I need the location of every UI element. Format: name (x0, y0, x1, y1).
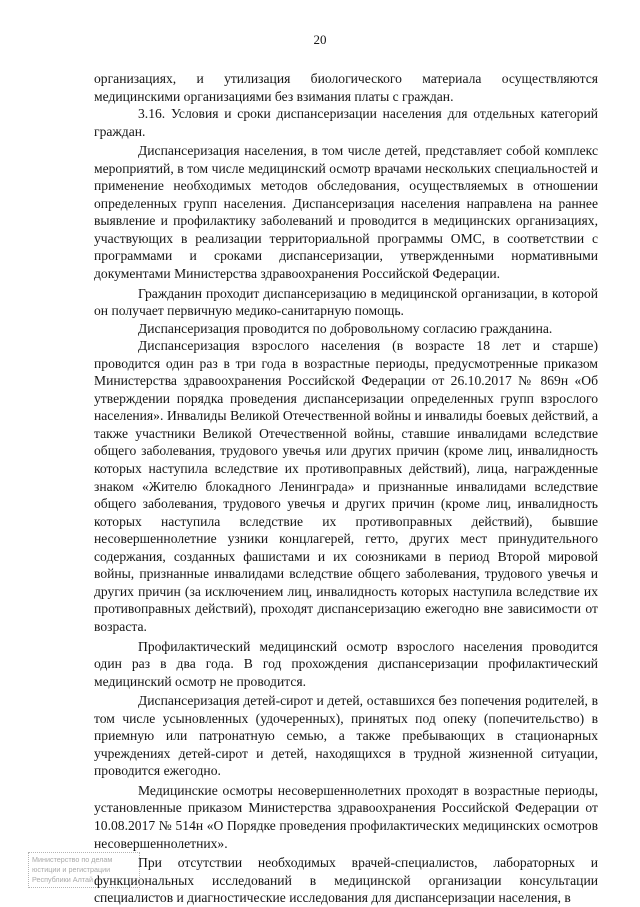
paragraph: Диспансеризация проводится по добровольному согласию гражданина. (138, 320, 553, 336)
stamp-line: Министерство по делам (32, 855, 113, 864)
section-heading: 3.16. Условия и сроки диспансеризации населения для отдельных категорий граждан. (94, 106, 598, 139)
page-number: 20 (313, 32, 327, 47)
paragraph: При отсутствии необходимых врачей-специалистов, лабораторных и функциональных исследований в медицинской организации консультации специалистов и диагностические исследования для диспансеризации населения, в (94, 855, 598, 906)
registration-stamp (28, 852, 140, 888)
paragraph: Медицинские осмотры несовершеннолетних проходят в возрастные периоды, установленные приказом Министерства здравоохранения Российской Федерации от 10.08.2017 № 514н «О Порядке проведения профилактических медицинских осмотров несовершеннолетних». (94, 782, 598, 851)
paragraph: Профилактический медицинский осмотр взрослого населения проводится один раз в два года. В год прохождения диспансеризации профилактический медицинский осмотр не проводится. (94, 638, 598, 689)
paragraph: организациях, и утилизация биологического материала осуществляются медицинскими организациями без взимания платы с граждан. (94, 71, 598, 104)
stamp-line: юстиции и регистрации (32, 865, 111, 874)
paragraph: Диспансеризация населения, в том числе детей, представляет собой комплекс мероприятий, в том числе медицинский осмотр врачами нескольких специальностей и применение необходимых методов обследования, осуществляемых в отношении определенных групп населения. Диспансеризация населения направлена на раннее выявление и профилактику заболеваний и проводится в медицинских организациях, участвующих в реализации территориальной программы ОМС, в соответствии с программами и сроками диспансеризации, утвержденными нормативными документами Министерства здравоохранения Российской Федерации. (94, 143, 598, 282)
paragraph: Гражданин проходит диспансеризацию в медицинской организации, в которой он получает первичную медико-санитарную помощь. (94, 285, 598, 319)
document-body (94, 70, 598, 907)
paragraph: Диспансеризация взрослого населения (в возрасте 18 лет и старше) проводится один раз в три года в возрастные периоды, предусмотренные приказом Министерства здравоохранения Российской Федерации от 26.10.2017 № 869н «Об утверждении порядка проведения диспансеризации определенных групп взрослого населения». Инвалиды Великой Отечественной войны и инвалиды боевых действий, а также участники Великой Отечественной войны, ставшие инвалидами вследствие общего заболевания, трудового увечья или других причин (кроме лиц, инвалидность которых наступила вследствие их противоправных действий), лица, награжденные знаком «Жителю блокадного Ленинграда» и признанные инвалидами вследствие общего заболевания, трудового увечья и других причин (кроме лиц, инвалидность которых наступила вследствие их противоправных действий), бывшие несовершеннолетние узники концлагерей, гетто, других мест принудительного содержания, созданных фашистами и их союзниками в период Второй мировой войны, признанные инвалидами вследствие общего заболевания, трудового увечья и других причин (за исключением лиц, инвалидность которых наступила вследствие их противоправных действий), проходят диспансеризацию ежегодно вне зависимости от возраста. (94, 338, 598, 634)
paragraph: Диспансеризация детей-сирот и детей, оставшихся без попечения родителей, в том числе усыновленных (удочеренных), принятых под опеку (попечительство) в приемную или патронатную семью, а также пребывающих в стационарных учреждениях детей-сирот и детей, находящихся в трудной жизненной ситуации, проводится ежегодно. (94, 693, 598, 779)
stamp-line: Республики Алтай (32, 875, 94, 884)
